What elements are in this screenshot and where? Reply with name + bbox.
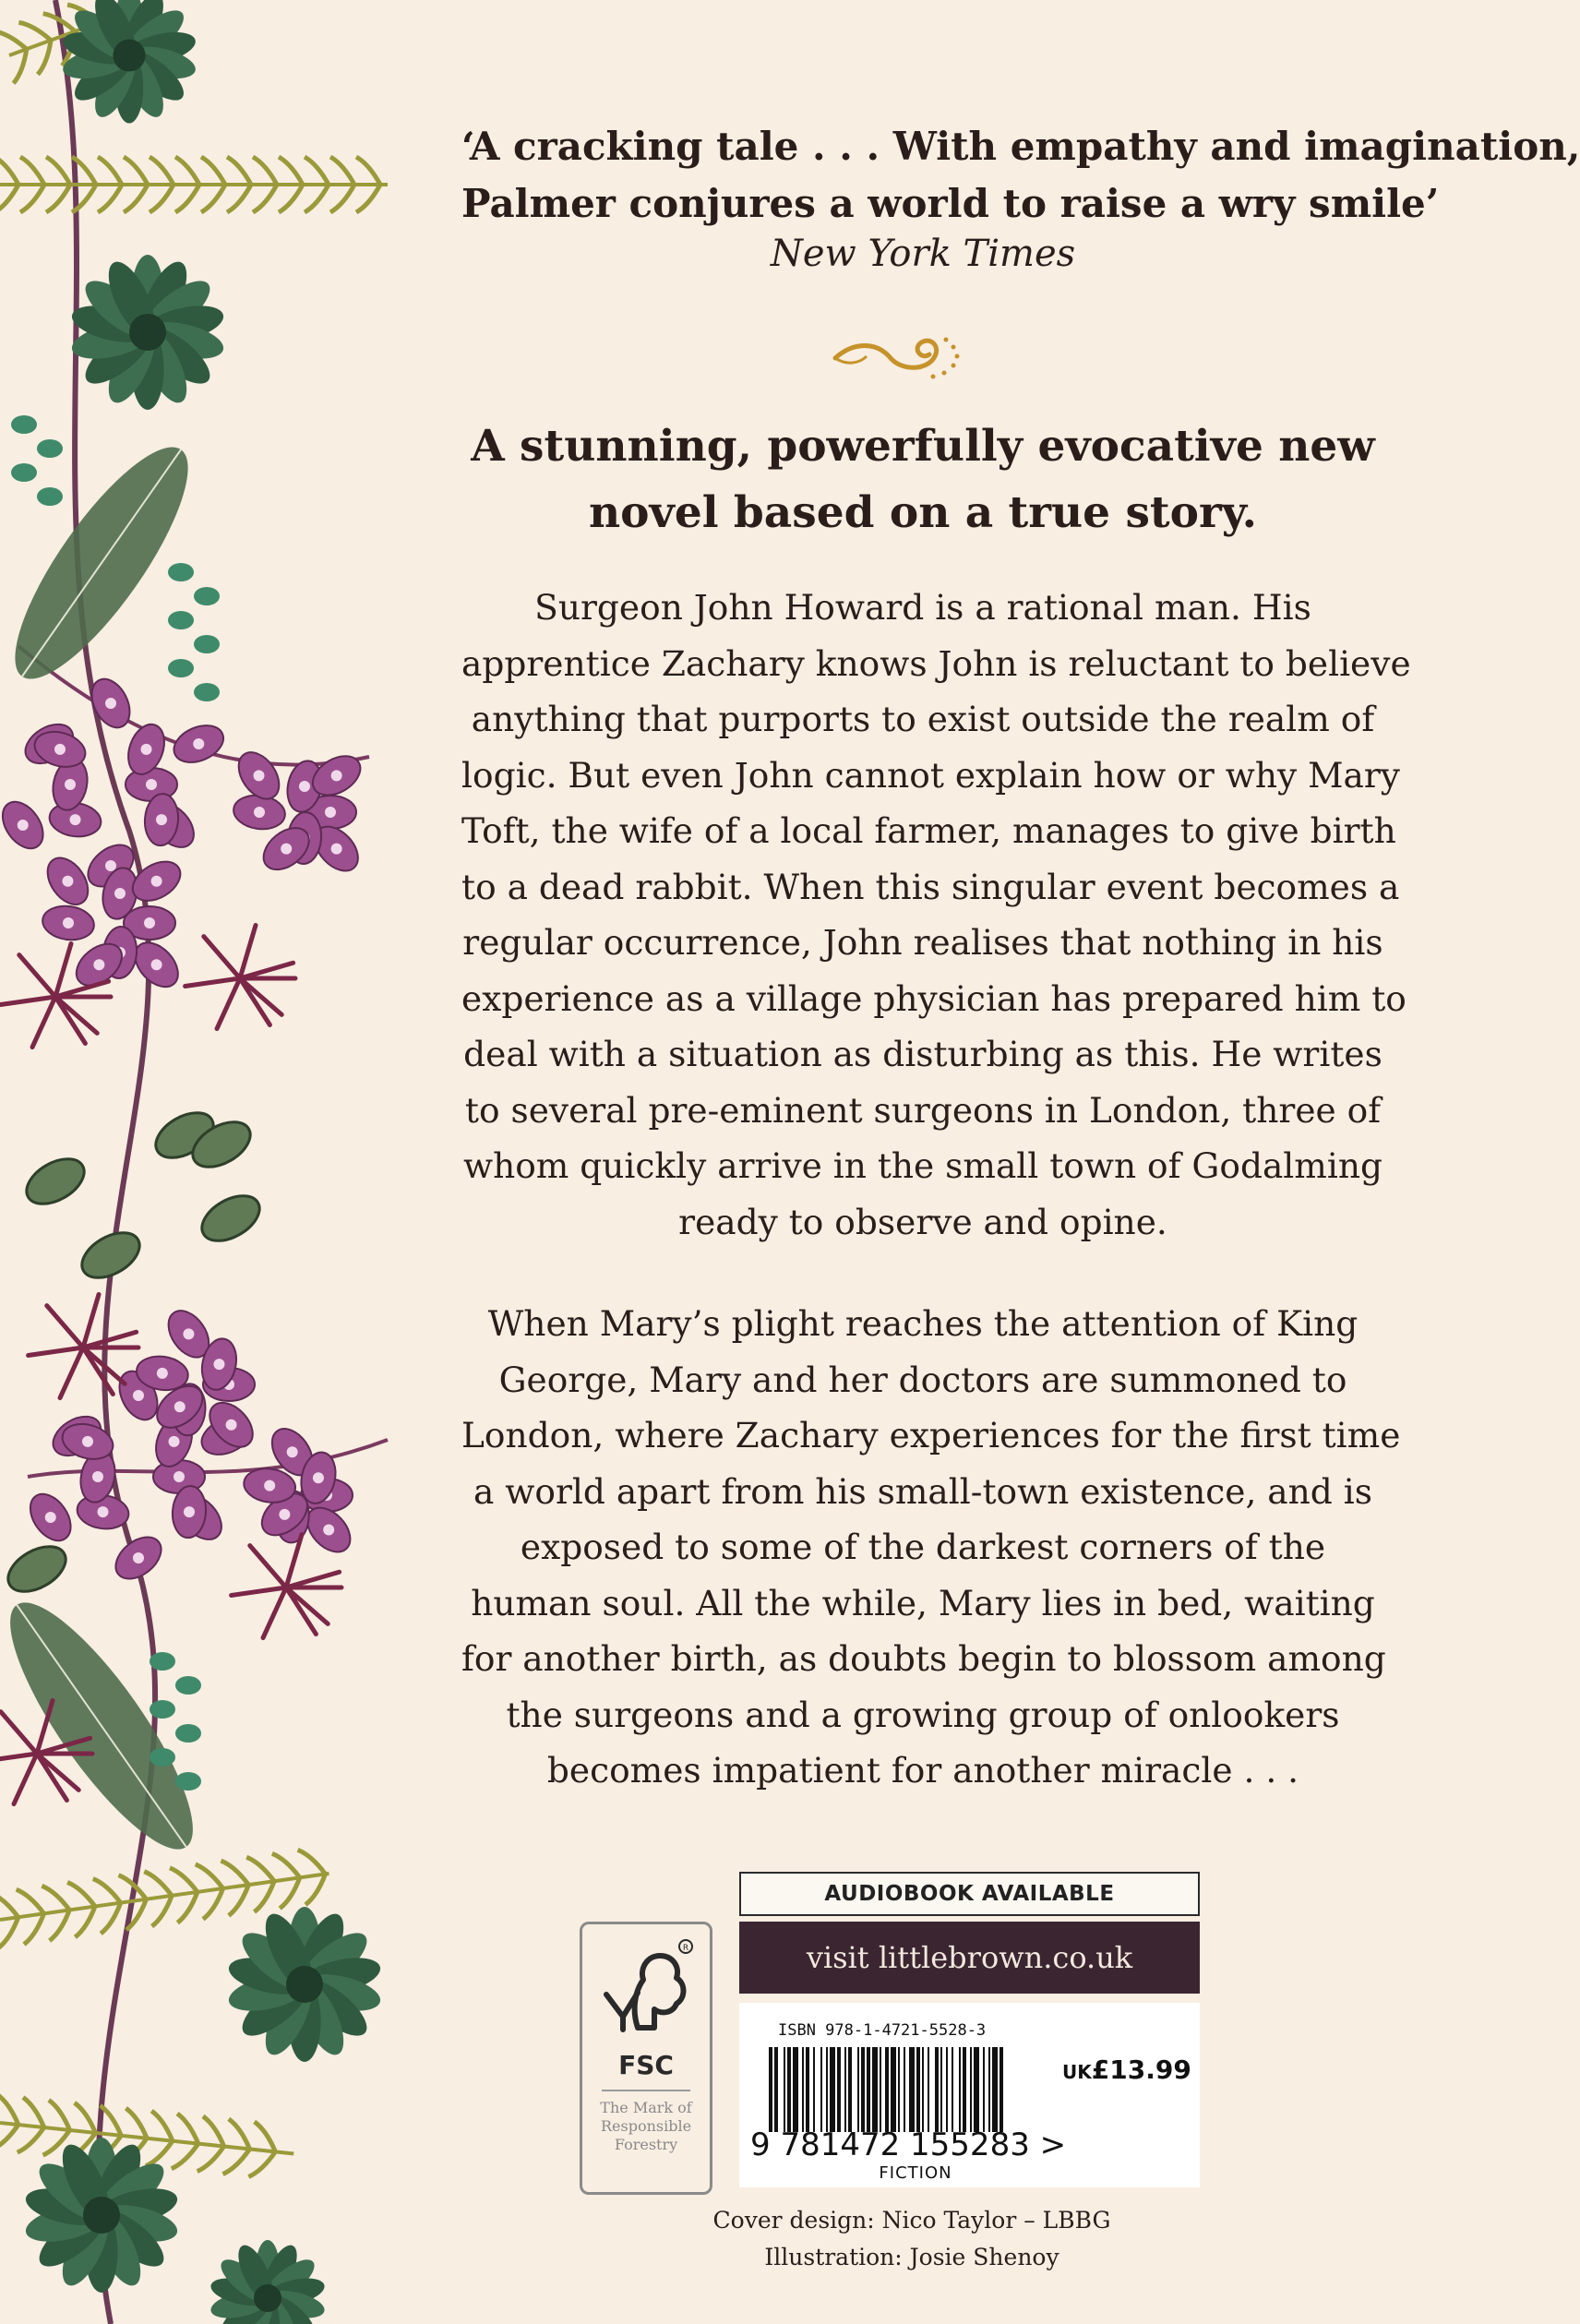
fsc-tagline-line: The Mark of	[600, 2099, 692, 2116]
teal-leaflet	[37, 487, 63, 506]
feathery-spray	[240, 963, 293, 978]
fern-frond	[0, 157, 388, 212]
feathery-spray	[250, 1546, 286, 1587]
barcode-bar	[946, 2047, 948, 2132]
succulent-rosette	[68, 255, 227, 410]
teal-leaflet	[175, 1724, 201, 1743]
blurb-line: experience as a village physician has prepared him to	[461, 977, 1406, 1019]
blurb-line: human soul. All the while, Mary lies in bed, waiting	[471, 1582, 1375, 1623]
teal-leaflet	[11, 415, 37, 434]
teal-leaflet	[194, 587, 220, 605]
barcode-icon	[769, 2047, 1066, 2132]
fsc-tree-icon	[595, 1937, 697, 2048]
blurb-line: When Mary’s plight reaches the attention of King	[487, 1303, 1359, 1344]
barcode-bar	[867, 2047, 870, 2132]
feathery-spray	[1, 1712, 37, 1754]
teal-leaflet	[194, 635, 220, 653]
feathery-spray	[32, 997, 55, 1048]
teal-leaflet	[168, 611, 194, 629]
flower-throat	[193, 738, 204, 749]
blurb-line: logic. But even John cannot explain how or why Mary	[461, 754, 1400, 796]
barcode-bar	[885, 2047, 889, 2132]
barcode-bar	[891, 2047, 896, 2132]
teal-leaflet	[150, 1748, 175, 1767]
credits	[646, 2202, 1178, 2276]
barcode-bar	[820, 2047, 822, 2132]
barcode-bar	[999, 2047, 1003, 2132]
barcode-bar	[880, 2047, 881, 2132]
flower-throat	[184, 1506, 195, 1517]
flower-throat	[331, 844, 342, 855]
barcode-bar	[826, 2047, 828, 2132]
feathery-spray	[232, 1587, 286, 1595]
blurb-line: George, Mary and her doctors are summoned to	[498, 1359, 1347, 1400]
blurb-line: deal with a situation as disturbing as this. He writes	[463, 1034, 1382, 1074]
blurb-line: ready to observe and opine.	[678, 1201, 1167, 1242]
flower-throat	[45, 1512, 56, 1523]
barcode-bar	[983, 2047, 985, 2132]
barcode-bar	[769, 2047, 772, 2132]
flower-throat	[151, 959, 162, 970]
flower-throat	[93, 959, 104, 970]
headline-line: novel based on a true story.	[588, 487, 1258, 538]
barcode-bar	[952, 2047, 953, 2132]
flower-throat	[299, 781, 310, 792]
flower-throat	[70, 814, 81, 825]
feathery-spray	[217, 978, 240, 1029]
blurb-line: for another birth, as doubts begin to blossom among	[461, 1638, 1386, 1679]
fsc-tagline-line: Forestry	[614, 2136, 678, 2153]
flower-throat	[331, 770, 342, 781]
flower-throat	[92, 1471, 103, 1482]
teal-leaflet	[150, 1700, 175, 1719]
feathery-spray	[204, 937, 240, 978]
barcode-bar	[940, 2047, 942, 2132]
barcode-bar	[848, 2047, 852, 2132]
teal-leaflet	[194, 683, 220, 701]
barcode-bar	[806, 2047, 809, 2132]
swirl-ornament-icon	[826, 323, 983, 388]
barcode-bar	[830, 2047, 835, 2132]
feathery-spray	[286, 1572, 340, 1587]
barcode-bar	[872, 2047, 878, 2132]
flower-throat	[254, 770, 265, 781]
flower-throat	[174, 1471, 185, 1482]
feathery-spray	[186, 978, 240, 986]
flower-throat	[98, 1506, 109, 1517]
flower-throat	[18, 820, 29, 831]
small-leaf	[195, 1187, 268, 1251]
blurb-line: Toft, the wife of a local farmer, manages to give birth	[461, 810, 1396, 851]
barcode-bar	[904, 2047, 905, 2132]
feathery-spray	[83, 1294, 99, 1348]
flower-throat	[151, 876, 162, 887]
barcode-bar	[959, 2047, 961, 2132]
botanical-illustration	[0, 0, 425, 2324]
barcode-bar	[844, 2047, 846, 2132]
flower-throat	[287, 1446, 298, 1457]
flower-throat	[174, 1401, 186, 1412]
isbn-digits: 9 781472 155283 >	[750, 2126, 1067, 2163]
succulent-rosette	[225, 1907, 384, 2062]
blurb-line: apprentice Zachary knows John is reluctant to believe	[461, 642, 1411, 684]
blurb-line: Surgeon John Howard is a rational man. His	[534, 587, 1311, 628]
barcode-bar	[787, 2047, 791, 2132]
fsc-name: FSC	[618, 2050, 674, 2080]
fsc-tagline-line: Responsible	[600, 2117, 692, 2135]
blurb-line: London, where Zachary experiences for the first time	[461, 1415, 1401, 1455]
barcode-bar	[963, 2047, 966, 2132]
review-quote-line: ‘A cracking tale . . . With empathy and imagination,	[461, 124, 1580, 169]
blurb-line: regular occurrence, John realises that nothing in his	[462, 922, 1383, 963]
teal-leaflet	[168, 563, 194, 581]
flower-throat	[323, 1525, 334, 1536]
teal-leaflet	[175, 1676, 201, 1695]
flower-throat	[325, 807, 336, 818]
blurb-line: whom quickly arrive in the small town of Godalming	[462, 1145, 1383, 1186]
fsc-divider	[602, 2090, 690, 2091]
flower-throat	[156, 814, 167, 825]
flower-throat	[144, 917, 155, 928]
barcode-bar	[916, 2047, 920, 2132]
blurb-line: the surgeons and a growing group of onlookers	[506, 1694, 1340, 1735]
feathery-spray	[14, 1754, 37, 1804]
price-value: £13.99	[1091, 2054, 1191, 2085]
flower-throat	[82, 1436, 93, 1447]
barcode-bar	[992, 2047, 998, 2132]
blurb-line: anything that purports to exist outside the realm of	[471, 699, 1375, 739]
succulent-rosette	[209, 2240, 328, 2324]
barcode-bar	[837, 2047, 841, 2132]
svg-text:R: R	[682, 1944, 689, 1953]
barcode-bar	[898, 2047, 900, 2132]
flower-throat	[114, 888, 126, 899]
headline-line: A stunning, powerfully evocative new	[471, 421, 1375, 472]
blurb-line: becomes impatient for another miracle . . .	[546, 1750, 1299, 1791]
feathery-spray	[60, 1348, 83, 1398]
barcode-bar	[802, 2047, 804, 2132]
fsc-tagline	[582, 2099, 710, 2154]
small-leaf	[19, 1150, 92, 1214]
leaf-vein	[22, 449, 181, 677]
teal-leaflet	[150, 1652, 175, 1671]
barcode-box	[739, 2003, 1200, 2187]
headline	[461, 413, 1384, 546]
feathery-spray	[263, 1587, 286, 1638]
price-prefix: UK	[1062, 2061, 1092, 2083]
flower-throat	[63, 917, 74, 928]
illustration-credit: Illustration: Josie Shenoy	[764, 2244, 1059, 2270]
blurb-line: exposed to some of the darkest corners of the	[520, 1527, 1326, 1567]
teal-leaflet	[168, 659, 194, 677]
audiobook-banner: AUDIOBOOK AVAILABLE	[739, 1872, 1200, 1916]
teal-leaflet	[11, 463, 37, 482]
flower-throat	[133, 1390, 144, 1401]
flower-throat	[133, 1552, 144, 1563]
flower-throat	[141, 744, 152, 755]
flower-throat	[254, 807, 265, 818]
blurb-paragraph-1	[461, 580, 1411, 1250]
website-link[interactable]: visit littlebrown.co.uk	[739, 1922, 1200, 1994]
barcode-bar	[928, 2047, 929, 2132]
barcode-bar	[909, 2047, 915, 2132]
category-label: FICTION	[879, 2163, 952, 2183]
feathery-spray	[47, 1306, 83, 1348]
teal-leaflet	[175, 1772, 201, 1791]
barcode-bar	[988, 2047, 990, 2132]
flower-throat	[313, 1472, 324, 1483]
succulent-rosette	[60, 0, 198, 124]
flower-throat	[62, 876, 73, 887]
barcode-bar	[974, 2047, 979, 2132]
barcode-bar	[861, 2047, 865, 2132]
flower-throat	[264, 1480, 275, 1491]
feathery-spray	[1, 997, 55, 1004]
review-quote-line: Palmer conjures a world to raise a wry smile’	[461, 181, 1440, 226]
barcode-bar	[813, 2047, 815, 2132]
price	[1062, 2054, 1191, 2085]
barcode-bar	[857, 2047, 859, 2132]
leaf-vein	[17, 1605, 186, 1847]
flower-throat	[213, 1359, 224, 1370]
feathery-spray	[55, 943, 71, 997]
flower-throat	[105, 698, 116, 709]
feathery-spray	[29, 1348, 83, 1355]
feathery-spray	[240, 925, 256, 978]
barcode-bar	[774, 2047, 778, 2132]
blurb-line: to a dead rabbit. When this singular event becomes a	[461, 866, 1400, 907]
barcode-bar	[784, 2047, 785, 2132]
barcode-bar	[935, 2047, 939, 2132]
feathery-spray	[19, 955, 55, 997]
fsc-logo-box	[580, 1922, 712, 2195]
blurb-paragraph-2	[461, 1296, 1401, 1799]
cover-design-credit: Cover design: Nico Taylor – LBBG	[712, 2207, 1111, 2234]
flower-throat	[281, 844, 292, 855]
flower-throat	[54, 744, 66, 755]
small-leaf	[1, 1538, 74, 1601]
barcode-bar	[922, 2047, 924, 2132]
flower-throat	[279, 1509, 290, 1520]
flower-throat	[183, 1328, 194, 1339]
feathery-spray	[83, 1332, 137, 1348]
teal-leaflet	[37, 439, 63, 458]
review-source: New York Times	[770, 233, 1076, 275]
barcode-bar	[793, 2047, 798, 2132]
flower-throat	[157, 1368, 168, 1379]
blurb-line: to several pre-eminent surgeons in London, three of	[464, 1089, 1382, 1131]
isbn-label: ISBN 978-1-4721-5528-3	[778, 2021, 987, 2040]
flower-throat	[169, 1436, 180, 1447]
blurb-line: a world apart from his small-town existence, and is	[473, 1470, 1372, 1512]
flower-throat	[146, 779, 157, 790]
flower-throat	[226, 1420, 237, 1431]
flower-throat	[65, 779, 76, 790]
flower-throat	[105, 860, 116, 871]
barcode-bar	[970, 2047, 972, 2132]
review-quote	[461, 118, 1580, 233]
